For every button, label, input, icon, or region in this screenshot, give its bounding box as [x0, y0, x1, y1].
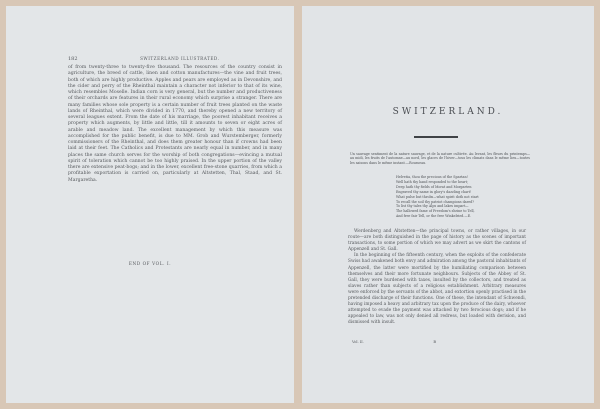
- title-rule: [414, 136, 458, 138]
- footer-volume: Vol. II.: [352, 340, 364, 344]
- chapter-title: SWITZERLAND.: [392, 107, 504, 117]
- poem-line: To recall the soil thy patriot champions dared?: [396, 199, 475, 204]
- paragraph: In the beginning of the fifteenth century, when the exploits of the confederate Swiss had awakened both envy and admiration among the pastoral inhabitants of Appenzell, the latter were mortified by the humiliating comparison between themselves and their more fortunate neighbours. Subjects of the Abbey of St. Gall, they were burdened with taxes, insulted by the collectors, and treated as slaves rather than subjects of a religious establishment. Arbitrary measures were enforced by the servants of the abbot, and extortion openly practised in the pretended discharge of their functions. One of these, the intendant of Schwendi, having imposed a heavy and arbitrary tax upon the produce of the dairy, whoever attempted to evade the payment was attacked by two ferocious dogs; and if he appealed to law, was not only denied all redress, but loaded with derision, and dismissed with insult.: [348, 253, 526, 326]
- page-number: 182: [68, 56, 78, 62]
- right-body-text: [348, 229, 526, 327]
- poem-line: What pulse but throbs—what spirit doth not start: [396, 194, 479, 199]
- poem-line: And free fair Tell, or the free Winkelried.—E.: [396, 214, 472, 219]
- running-header: [68, 56, 282, 62]
- left-body-text: of from twenty-three to twenty-five thousand. The resources of the country consist in agriculture, the breed of cattle, linen and cotton manufactures—the vine and fruit trees, both of which are highly productive. Apples and pears are employed as in Devonshire, and the cider and perry of the Rheinthal maintain a character not inferior to that of its wine, which resembles Moselle. Indian corn is very general, but the number and productiveness of their orchards are features in their rural economy which surprise a stranger. There are many families whose sole property is a certain number of fruit trees planted on the waste lands of Rheinthal, which were divided in 1770, and thereby opened a new territory of several leagues extent. From the date of his marriage, the poorest inhabitant receives a property which augments, by little and little, till it amounts to seven or eight acres of arable and meadow land. The excellent management by which this measure was accomplished for the public benefit, is due to MM. Grob and Wurstemberger, formerly commissioners of the Rheinthal, and does them greater honour than if crowns had been laid at their feet. The Catholics and Protestants are nearly equal in number, and in many places the same church serves for the worship of both congregations—evincing a mutual spirit of toleration which cannot be too highly praised. In the upper portion of the valley there are extensive peat-bogs; and in the lower, excellent free-stone quarries, from which a profitable exportation is carried on, particularly at Altstetten, Thal, Staad, and St. Margaretha.: [68, 65, 282, 183]
- end-of-volume-note: END OF VOL. I.: [128, 261, 172, 266]
- right-page: [302, 6, 594, 403]
- poem-line: The hallowed fame of Freedom's shrine to Tell,: [396, 209, 475, 214]
- poem-line: Deep hath thy fields of Morat and Morgarten: [396, 184, 472, 189]
- poem-line: Helvetia, thou the precious of the Spartan!: [396, 175, 468, 179]
- poem: [396, 175, 479, 219]
- poem-line: Well hath thy hand responded to the heart;: [396, 179, 469, 184]
- page-footer: [352, 340, 436, 344]
- poem-line: Engraved thy name in glory's dazzling chart!: [396, 189, 472, 194]
- paragraph: Werdenberg and Altstetten—the principal towns, or rather villages, in our route—are both distinguished in the page of history as the scenes of important transactions, to some portion of which we may advert as we skirt the cantons of Appenzell and St. Gall.: [348, 229, 526, 253]
- epigraph: Un sauvage sentiment de la nature sauvage, et de la nature cultivée. Au levant, les fleurs du printemps—au midi, les fruits de l'automne—au nord, les glaces de l'hiver—tous les climats dans le même lieu—toutes les saisons dans le même instant.—Rousseau.: [350, 152, 530, 165]
- running-head-title: SWITZERLAND ILLUSTRATED.: [140, 56, 220, 61]
- footer-signature: B: [433, 340, 436, 344]
- left-page: [6, 6, 294, 403]
- poem-line: To list thy tales thy Alps and lakes impart—: [396, 204, 469, 209]
